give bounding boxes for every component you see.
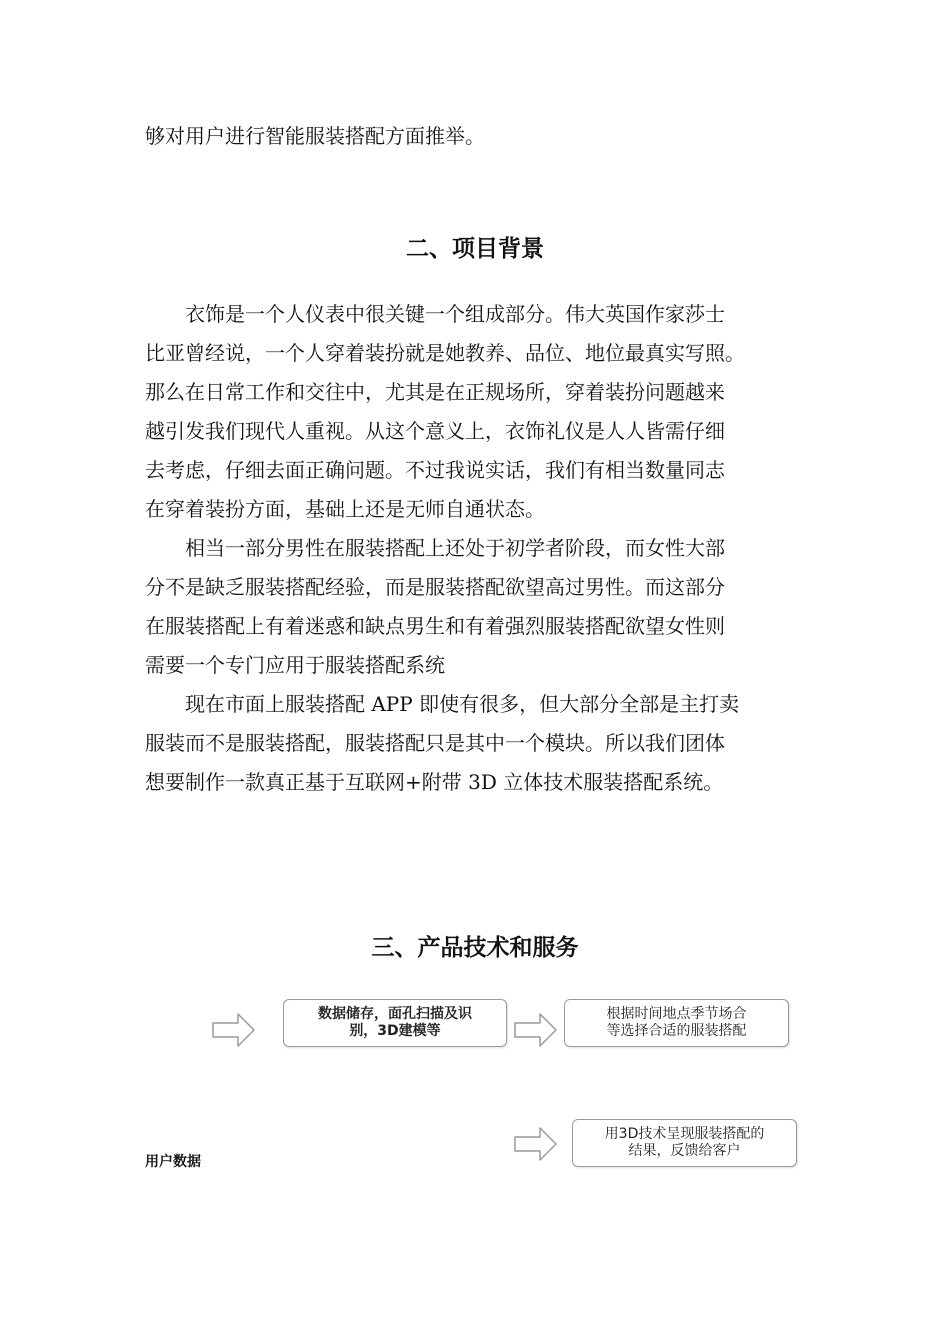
section-heading-background: 二、项目背景	[406, 236, 544, 262]
flow-box-text: 结果，反馈给客户	[628, 1143, 741, 1159]
flow-box-outfit-selection	[564, 999, 789, 1047]
flow-box-text: 用3D技术呈现服装搭配的	[604, 1126, 765, 1142]
paragraph-line: 比亚曾经说，一个人穿着装扮就是她教养、品位、地位最真实写照。	[145, 341, 745, 365]
right-arrow-icon	[514, 1126, 558, 1162]
paragraph-line: 分不是缺乏服装搭配经验，而是服装搭配欲望高过男性。而这部分	[145, 575, 725, 599]
paragraph-line: 想要制作一款真正基于互联网+附带 3D 立体技术服装搭配系统。	[145, 770, 724, 794]
paragraph-line: 相当一部分男性在服装搭配上还处于初学者阶段，而女性大部	[145, 536, 725, 560]
paragraph-line: 现在市面上服装搭配 APP 即使有很多，但大部分全部是主打卖	[145, 692, 740, 716]
flow-box-text: 根据时间地点季节场合	[606, 1006, 747, 1022]
paragraph-line: 那么在日常工作和交往中，尤其是在正规场所，穿着装扮问题越来	[145, 380, 725, 404]
paragraph-line: 越引发我们现代人重视。从这个意义上，衣饰礼仪是人人皆需仔细	[145, 419, 725, 443]
flow-box-text: 等选择合适的服装搭配	[606, 1023, 747, 1039]
flow-box-text: 数据储存，面孔扫描及识	[318, 1006, 472, 1022]
flow-box-data-storage	[283, 999, 507, 1047]
intro-line: 够对用户进行智能服装搭配方面推举。	[145, 124, 485, 148]
paragraph-line: 服装而不是服装搭配，服装搭配只是其中一个模块。所以我们团体	[145, 731, 725, 755]
paragraph-line: 去考虑，仔细去面正确问题。不过我说实话，我们有相当数量同志	[145, 458, 725, 482]
paragraph-line: 在穿着装扮方面，基础上还是无师自通状态。	[145, 497, 545, 521]
paragraph-line: 需要一个专门应用于服装搭配系统	[145, 653, 445, 677]
user-data-label: 用户数据	[145, 1154, 201, 1170]
section-heading-products: 三、产品技术和服务	[371, 935, 579, 961]
right-arrow-icon	[212, 1012, 256, 1048]
paragraph-line: 在服装搭配上有着迷惑和缺点男生和有着强烈服装搭配欲望女性则	[145, 614, 725, 638]
flow-box-3d-presentation	[572, 1119, 797, 1167]
flow-box-text: 别，3D建模等	[349, 1023, 441, 1039]
right-arrow-icon	[514, 1012, 558, 1048]
paragraph-line: 衣饰是一个人仪表中很关键一个组成部分。伟大英国作家莎士	[145, 302, 725, 326]
